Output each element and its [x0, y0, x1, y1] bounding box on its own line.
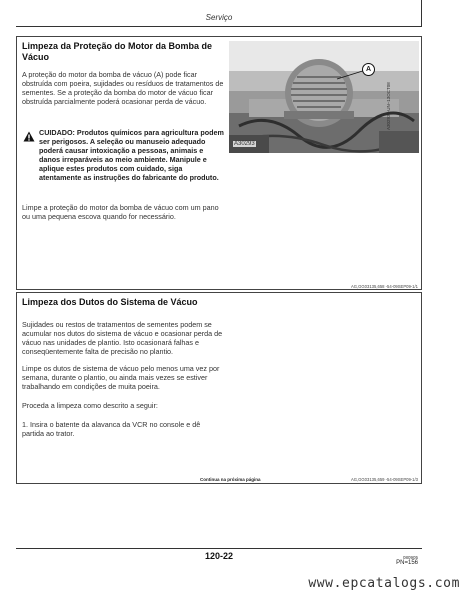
page-number: 120-22	[204, 551, 234, 561]
paragraph-ducts-intro: Sujidades ou restos de tratamentos de sementes podem se acumular nos dutos do sistema de vácuo e ocasionar perda de vácuo nas unidades de plantio. Isto ocasionará falhas e conseqüentemente falta de precisão no plantio.	[22, 320, 223, 356]
step-1: 1. Insira o batente da alavanca da VCR no console e dê partida ao trator.	[22, 420, 201, 438]
caution-notice: CUIDADO: Produtos químicos para agricultura podem ser perigosos. A seleção ou manuseio adequado poderá causar intoxicação a pessoas, animais e danos irreparáveis ao meio ambiente. Manipule e aplique estes produtos com cuidado, siga atentamente as instruções do fabricante do produto.	[39, 128, 224, 182]
section-title-vacuum-ducts: Limpeza dos Dutos do Sistema de Vácuo	[22, 297, 198, 307]
section2-reference: AG,GG03135,659 -54-09SEP09-1/3	[350, 477, 418, 482]
header-margin-rule	[421, 0, 422, 27]
watermark-text: www.epcatalogs.com	[308, 576, 460, 591]
continued-next-page: Continua na próxima página	[200, 477, 261, 482]
figure-side-code: A30293 –UN–13OCT08	[386, 82, 391, 130]
paragraph-ducts-frequency: Limpe os dutos de sistema de vácuo pelo menos uma vez por semana, durante o plantio, ou ainda mais vezes se estiver trabalhando em condições de muita poeira.	[22, 364, 220, 391]
running-header: Serviço	[205, 13, 233, 22]
footer-pn: PN=156	[396, 560, 418, 566]
footer-rule	[16, 548, 422, 549]
paragraph-pump-guard-intro: A proteção do motor da bomba de vácuo (A) pode ficar obstruída com poeira, sujidades ou resíduos de tratamentos de sementes. Se a proteção da bomba do motor de vácuo ficar obstruída parcialmente poderá ocasionar perda de vácuo.	[22, 70, 224, 106]
figure-code: A30293	[234, 141, 255, 147]
warning-triangle-icon	[23, 129, 35, 140]
figure-callout-a: A	[362, 63, 375, 76]
section-title-pump-guard: Limpeza da Proteção do Motor da Bomba de Vácuo	[22, 41, 213, 62]
paragraph-pump-guard-cleaning: Limpe a proteção do motor da bomba de vácuo com um pano ou uma pequena escova quando for necessário.	[22, 203, 219, 221]
footer-date-code: 080905	[402, 555, 418, 560]
paragraph-ducts-procedure: Proceda a limpeza como descrito a seguir:	[22, 401, 158, 410]
section1-reference: AG,GG03135,658 -54-09SEP09-1/1	[350, 284, 418, 289]
header-rule	[16, 26, 422, 27]
